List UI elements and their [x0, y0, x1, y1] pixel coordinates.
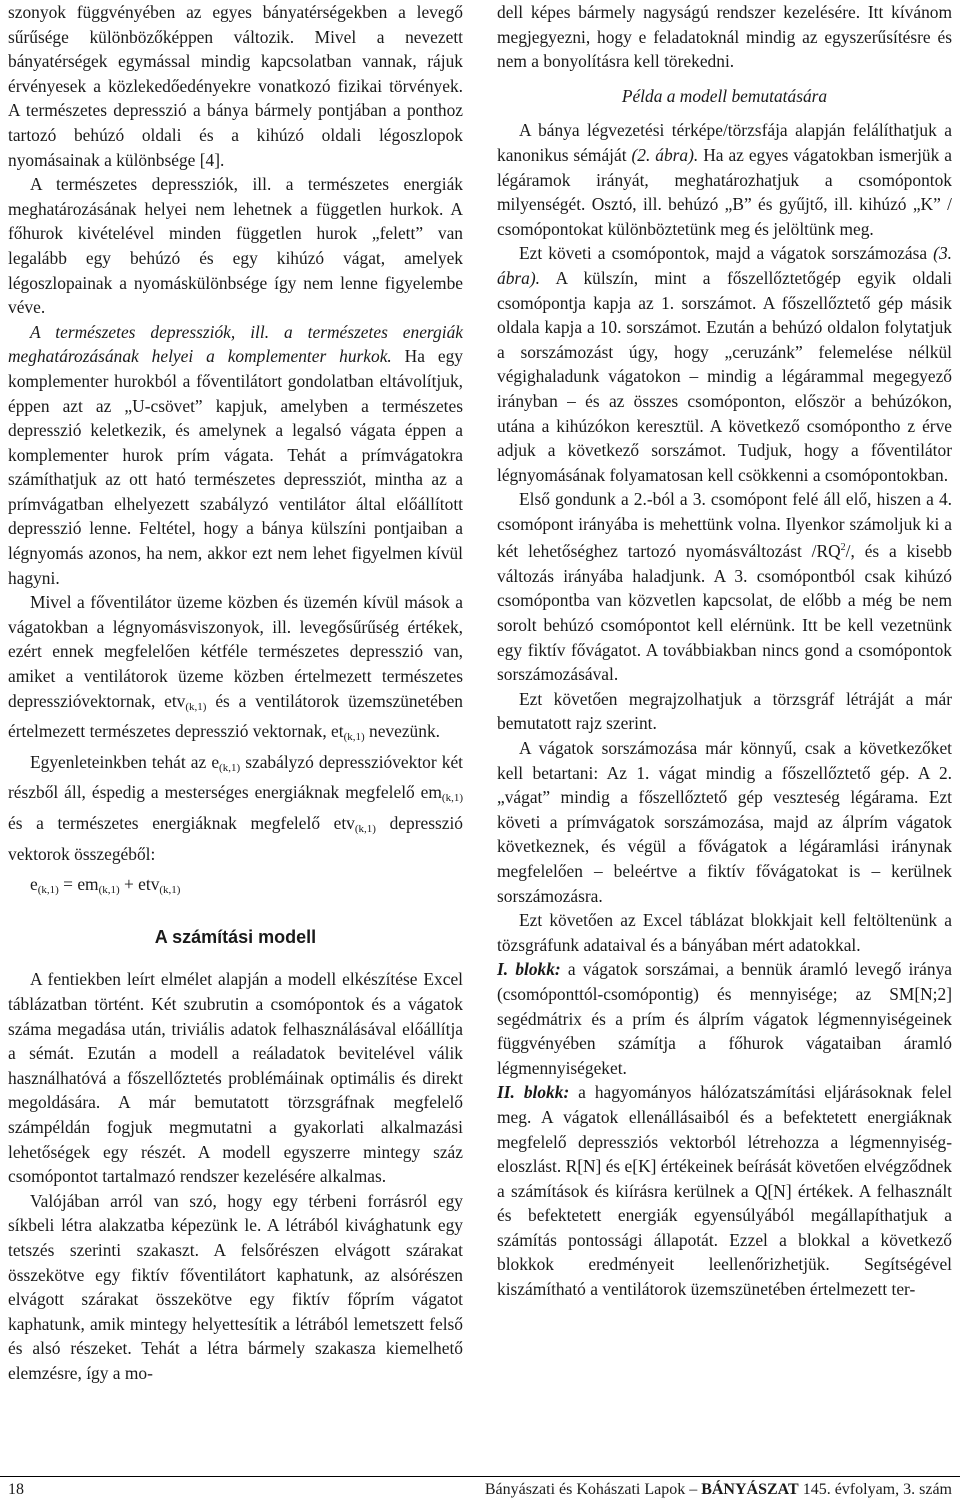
superscript: 2	[840, 542, 846, 554]
paragraph: A természetes depressziók, ill. a természetes energiák meghatározásának helyei nem lehetnek a független hurkok. A főhurok kivételével minden független hurok „felett” van legalább egy behúzó és egy kihúzó vágat, amelyek légoszlopainak a nyomáskülönbsége így nem lenne figyelembe véve.	[8, 174, 463, 318]
paragraph	[8, 320, 463, 591]
block-label: II. blokk:	[497, 1082, 570, 1103]
block-description	[497, 1080, 952, 1301]
text: és a természetes energiáknak megfelelő etv	[8, 813, 355, 833]
figure-reference: (2. ábra).	[631, 144, 699, 165]
italic-statement: A természetes depressziók, ill. a természetes energiák meghatározásának helyei a komplementer hurkok.	[8, 321, 463, 367]
paragraph: szonyok függvényében az egyes bányatérségekben a levegő sűrűsége különbözőképpen változik. Mivel a nevezett bányatérségek egymással mindig kapcsolatban vannak, rájuk érvényesek a közlekedőedényekre vonatkozó fizikai törvények. A természetes depresszió a bánya bármely pontjában a ponthoz tartozó behúzó oldali és a kihúzó oldali légoszlopok nyomásainak a különbsége [4].	[8, 2, 463, 170]
journal-prefix: Bányászati és Kohászati Lapok –	[484, 1481, 702, 1498]
paragraph: A fentiekben leírt elmélet alapján a modell elkészítése Excel táblázatban történt. Két szubrutin a csomópontok és a vágatok száma megadása után, triviális adatok felhasználásával előállítja a sémát. Ezután a modell a reáladatok bevitelével válik használhatóvá a főszellőztetés problémáinak optimális és direkt megoldására. A már bemutatott törzsgráfnak megfelelő számpéldán fogjuk megmutatni a gyakorlati alkalmazási lehetőségek egy részét. A modell egyszerre mintegy száz csomópontot tartalmazó rendszer kezelésére alkalmas.	[8, 969, 463, 1187]
paragraph	[8, 590, 463, 750]
text: depresszió vektorok összegéből:	[8, 813, 463, 864]
subscript: (k,1)	[98, 884, 120, 897]
text: Ezt követi a csomópontok, majd a vágatok sorszámozása	[519, 243, 934, 264]
left-column	[8, 0, 463, 1385]
text: a hagyományos hálózatszámítási eljárásoknak felel meg. A vágatok ellenállásaiból és a befektetett energiáknak megfelelő depressziós vektorból létrehozza a légmennyiség-eloszlást. R[N] és e[K] értékeinek beírását követően elvégződnek a számítások és kiírásra kerülnek a Q[N] értékek. A felhasznált és befektetett energiák egyensúlyából megállapíthatjuk a számítás pontossági állapotát. Ezzel a blokkal a következő blokkok eredményeit leellenőrizhetjük. Segítségével kiszámítható a ventilátorok üzemszünetében értelmezett ter-	[497, 1082, 952, 1300]
text: Mivel a főventilátor üzeme közben és üzemén kívül mások a vágatokban a légnyomásviszonyok, ill. levegősűrűség értékek, ezért ennek megfelelően kétféle természetes depresszió van, amiket a ventilátorok üzeme közben értelmezett természetes depresszióvektornak, etv	[8, 592, 463, 711]
page-footer	[0, 1476, 960, 1505]
text: /, és a kisebb változás irányába haladjunk. A 3. csomópontból csak kihúzó csomópontba van közvetlen kapcsolat, de előbb a még be nem sorolt behúzó csomópontot kell elérnünk. Itt be kell vezetnünk egy fiktív fővágatot. A továbbiakban nincs gond a csomópontok sorszámozásával.	[497, 541, 953, 685]
figure-reference: (3. ábra).	[497, 243, 952, 288]
block-description	[497, 957, 952, 1080]
paragraph: A vágatok sorszámozása már könnyű, csak a következőket kell betartani: Az 1. vágat mindig a főszellőztető gép. A 2. „vágat” mindig a főszellőztető gép veszteség légárama. Ezt követi a prímvágatok sorszámozása, majd az álprím vágatok következnek, és végül a fővágatok a légáramlási iránynak megfelelően – beleértve a fiktív fővágatokat is – kerülnek sorszámozásra.	[497, 738, 952, 906]
paragraph	[497, 118, 952, 241]
subscript: (k,1)	[343, 731, 365, 744]
paragraph: Valójában arról van szó, hogy egy térbeni forrásról egy síkbeli létra alakzatba képezünk le. A létrából kivághatunk egy tetszés szerinti szakaszt. A felsőrészen elvágott szárakat összekötve egy fiktív főventilátort kaphatunk, az alsórészen elvágott szárakat összekötve egy fiktív főprím vágatot kaphatunk, amik mintegy helyettesítik a létrából lemetszett felső és alsó részeket. Tehát a létra bármely szakasza kiemelhető elemzésre, így a mo-	[8, 1190, 463, 1383]
journal-name: BÁNYÁSZAT	[701, 1481, 799, 1498]
block-label: I. blokk:	[497, 959, 561, 980]
text: a vágatok sorszámai, a bennük áramló levegő iránya (csomóponttól-csomópontig) és mennyisége; az SM[N;2] segédmátrix és a prím és álprím vágatok légmennyiségeinek függvényében számítja a főhurok vágataiban áramló légmennyiségeket.	[497, 959, 952, 1078]
equation	[8, 872, 463, 903]
journal-issue: 145. évfolyam, 3. szám	[798, 1481, 952, 1498]
subsection-heading: Példa a modell bemutatására	[621, 85, 828, 106]
text: Első gondunk a 2.-ból a 3. csomópont felé áll elő, hiszen a 4. csomópont irányába is mehettünk volna. Ilyenkor számoljuk ki a két lehetőséghez tartozó nyomásváltozást /RQ	[497, 489, 952, 562]
paragraph	[497, 487, 952, 687]
paragraph-text: Ha egy komplementer hurokból a főventilátort gondolatban eltávolítjuk, éppen azt az „U-csövet” kapjuk, amelyben a természetes depresszió keletkezik, és amelynek a legalsó vágata éppen a komplementer hurok prím vágata. Tehát a prímvágatokra számíthatjuk az ott ható természetes depressziót, mintha az a prímvágatban elhelyezett szabályzó ventilátor által előállított depresszió lenne. Feltétel, hogy a bánya külszíni pontjaiban a légnyomás azonos, ha nem, akkor ezt nem lehet figyelmen kívül hagyni.	[8, 346, 463, 588]
text: A bánya légvezetési térképe/törzsfája alapján felálíthatjuk a kanonikus sémáját	[497, 120, 952, 165]
subscript: (k,1)	[159, 884, 181, 897]
text: szabályzó depresszióvektor két részből áll, éspedig a mesterséges energiáknak megfelelő em	[8, 751, 463, 803]
paragraph	[8, 750, 463, 866]
eq-term: = em	[58, 874, 99, 895]
paragraph	[497, 241, 952, 487]
eq-term: + etv	[119, 874, 160, 895]
text: A külszín, mint a főszellőztetőgép egyik oldali csomópontja kapja az 1. sorszámot. A főszellőztető gép másik oldala kapja a 10. sorszámot. Ezután a behúzó oldalon folytatjuk a sorszámozást úgy, hogy „ceruzánk” felemelése nélkül végighaladunk vágatokon – mindig a légárammal megegyező irányban – és az összes csomóponton, először a behúzókon, utána a kihúzókon keresztül. A következő csomópontho z érve adjuk a következő sorszámot. Tudjuk, hogy a főventilátor légnyomásának folyamatosan kell csökkenni a csomópontokban.	[497, 267, 952, 485]
page-number: 18	[8, 1481, 24, 1498]
text: és a ventilátorok üzemszünetében értelmezett természetes depresszió vektornak, et	[8, 690, 464, 742]
text: Ha az egyes vágatokban ismerjük a légáramok irányát, meghatározhatjuk a csomópontok milyenségét. Osztó, ill. behúzó „B” és gyűjtő, ill. kihúzó „K” / csomópontokat különböztetünk meg és jelöltünk meg.	[497, 144, 952, 239]
text: nevezünk.	[364, 721, 440, 742]
paragraph: Ezt követően megrajzolhatjuk a törzsgráf létráját a már bemutatott rajz szerint.	[497, 688, 952, 734]
right-column	[497, 0, 952, 1302]
subscript: (k,1)	[185, 700, 207, 713]
eq-term: e	[30, 874, 38, 895]
journal-info	[485, 1481, 952, 1499]
subscript: (k,1)	[441, 792, 463, 805]
paragraph: dell képes bármely nagyságú rendszer kezelésére. Itt kívánom megjegyezni, hogy e feladatoknál mindig az egyszerűsítésre és nem a bonyolításra kell törekedni.	[497, 2, 952, 72]
subscript: (k,1)	[37, 884, 59, 897]
section-heading: A számítási modell	[154, 926, 317, 947]
subscript: (k,1)	[354, 823, 376, 835]
paragraph: Ezt követően az Excel táblázat blokkjait kell feltöltenünk a tözsgráfunk adataival és a bányában mért adatokkal.	[497, 910, 952, 955]
text: Egyenleteinkben tehát az e	[30, 751, 220, 772]
subscript: (k,1)	[219, 761, 241, 774]
